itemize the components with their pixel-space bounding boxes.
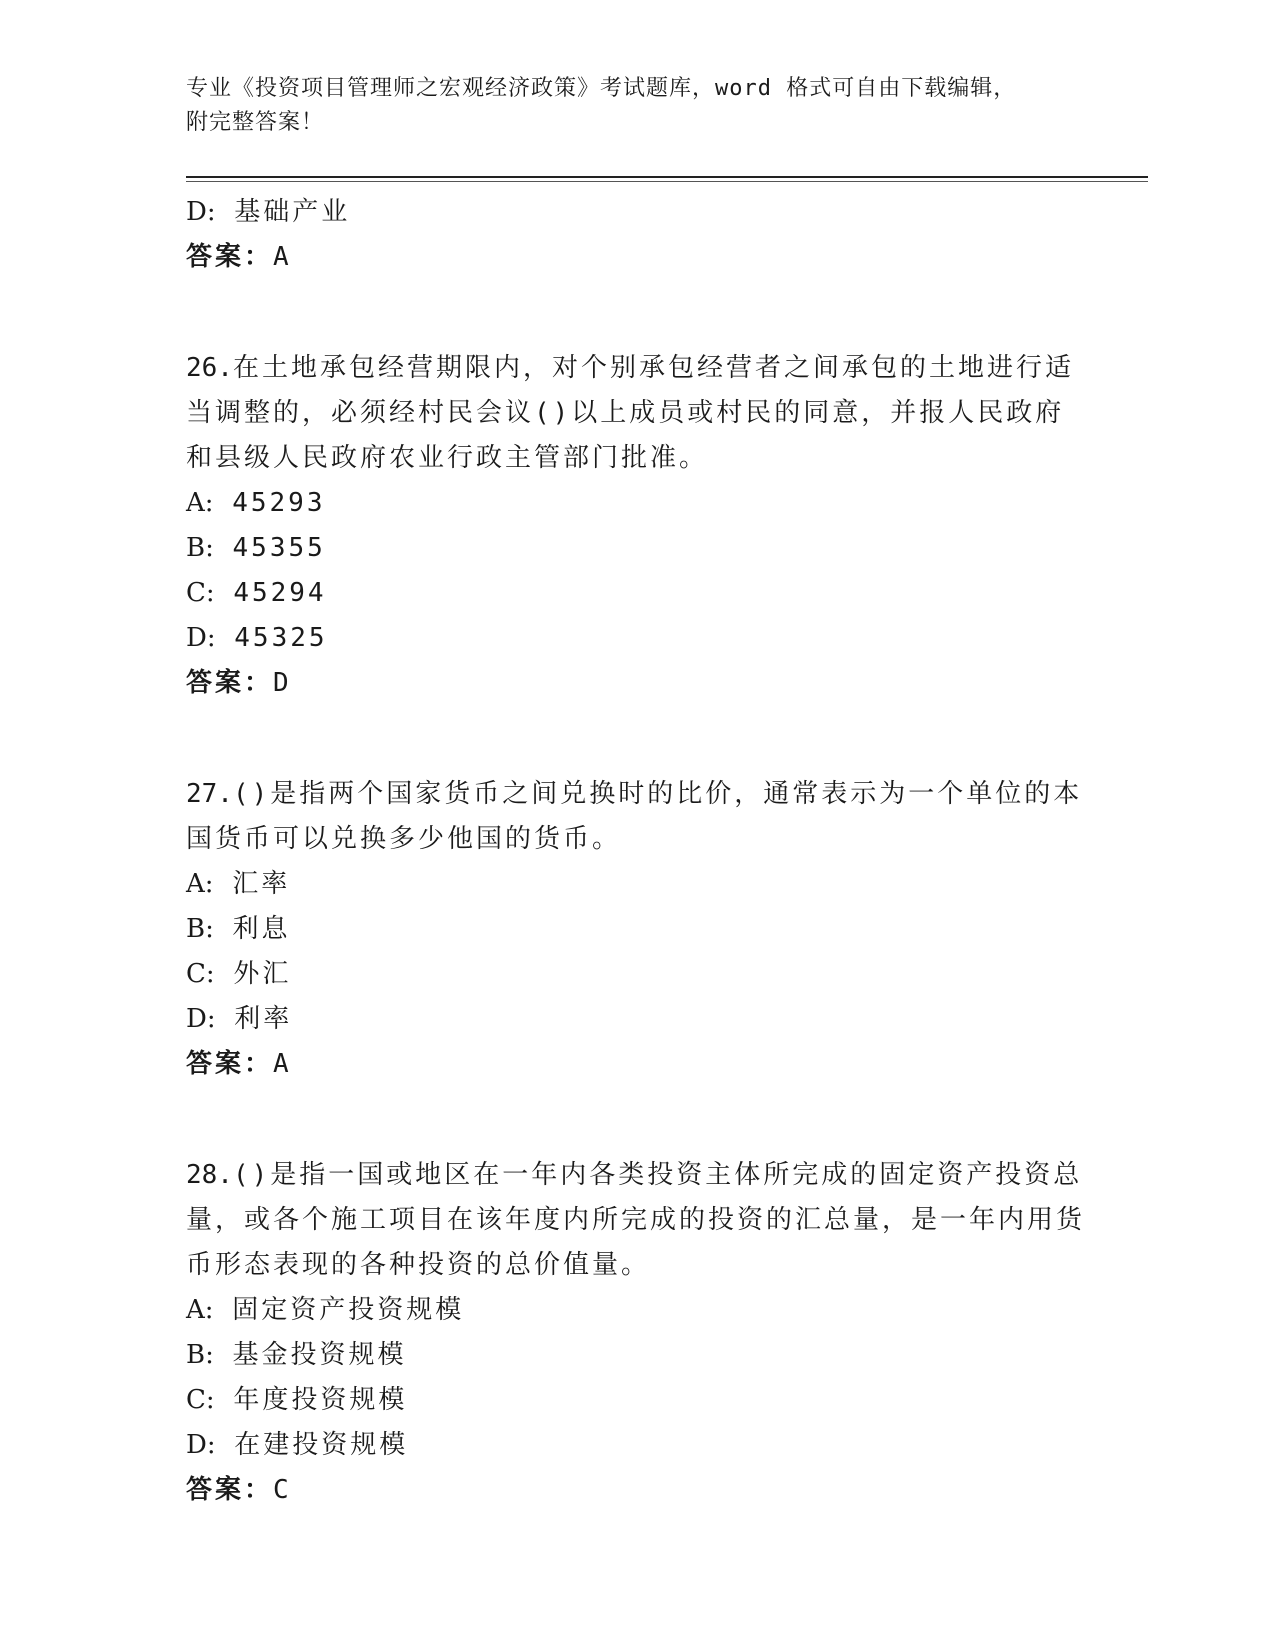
option-letter: D: (186, 1004, 216, 1034)
question-stem: 在土地承包经营期限内，对个别承包经营者之间承包的土地进行适当调整的，必须经村民会议()以上成员或村民的同意，并报人民政府和县级人民政府农业行政主管部门批准。 (186, 353, 1074, 473)
option-letter: A: (186, 869, 214, 899)
option-letter: B: (186, 914, 214, 944)
question-28 (186, 1153, 1086, 1513)
option-text: 固定资产投资规模 (232, 1295, 465, 1325)
option-letter: A: (186, 1295, 214, 1325)
question-text (186, 346, 1086, 481)
answer-value: A (273, 242, 292, 272)
question-number: 26. (186, 353, 233, 383)
answer-label: 答案： (186, 1049, 274, 1079)
option-d (186, 616, 1086, 661)
option-text: 汇率 (232, 869, 291, 899)
option-c (186, 1378, 1086, 1423)
answer-label: 答案： (186, 1475, 274, 1505)
question-list (186, 190, 1086, 1513)
option-text: 45355 (232, 533, 326, 563)
answer-line (186, 235, 1086, 280)
answer-value: D (273, 668, 292, 698)
option-b (186, 526, 1086, 571)
option-text: 基础产业 (234, 197, 351, 227)
option-c (186, 571, 1086, 616)
question-26 (186, 346, 1086, 706)
option-letter: D: (186, 1430, 216, 1460)
option-text: 外汇 (233, 959, 292, 989)
option-c (186, 952, 1086, 997)
option-a (186, 481, 1086, 526)
option-text: 利息 (232, 914, 291, 944)
option-text: 在建投资规模 (234, 1430, 409, 1460)
option-letter: C: (186, 959, 215, 989)
previous-question-tail (186, 190, 1086, 280)
option-text: 45293 (232, 488, 326, 518)
question-stem: ()是指两个国家货币之间兑换时的比价，通常表示为一个单位的本国货币可以兑换多少他国的货币。 (186, 779, 1083, 854)
option-d (186, 997, 1086, 1042)
answer-line (186, 1042, 1086, 1087)
option-letter: A: (186, 488, 214, 518)
option-d (186, 190, 1086, 235)
option-b (186, 907, 1086, 952)
option-letter: C: (186, 578, 215, 608)
header-line-1: 专业《投资项目管理师之宏观经济政策》考试题库，word 格式可自由下载编辑， (186, 76, 1017, 101)
option-text: 45294 (233, 578, 327, 608)
option-letter: B: (186, 1340, 214, 1370)
question-stem: ()是指一国或地区在一年内各类投资主体所完成的固定资产投资总量，或各个施工项目在该年度内所完成的投资的汇总量，是一年内用货币形态表现的各种投资的总价值量。 (186, 1160, 1086, 1280)
option-text: 45325 (234, 623, 328, 653)
option-a (186, 1288, 1086, 1333)
header-line-2: 附完整答案！ (186, 110, 325, 135)
option-letter: D: (186, 623, 216, 653)
answer-label: 答案： (186, 242, 274, 272)
header-rule-thin (186, 181, 1148, 182)
option-letter: D: (186, 197, 216, 227)
option-d (186, 1423, 1086, 1468)
answer-label: 答案： (186, 668, 274, 698)
option-text: 年度投资规模 (233, 1385, 408, 1415)
option-a (186, 862, 1086, 907)
option-text: 基金投资规模 (232, 1340, 407, 1370)
question-text (186, 1153, 1086, 1288)
document-header (186, 72, 1066, 140)
option-b (186, 1333, 1086, 1378)
question-27 (186, 772, 1086, 1087)
answer-value: C (273, 1475, 292, 1505)
header-rule-thick (186, 176, 1148, 178)
option-text: 利率 (234, 1004, 293, 1034)
question-number: 27. (186, 779, 233, 809)
option-letter: B: (186, 533, 214, 563)
question-number: 28. (186, 1160, 233, 1190)
answer-line (186, 1468, 1086, 1513)
question-text (186, 772, 1086, 862)
answer-line (186, 661, 1086, 706)
answer-value: A (273, 1049, 292, 1079)
option-letter: C: (186, 1385, 215, 1415)
